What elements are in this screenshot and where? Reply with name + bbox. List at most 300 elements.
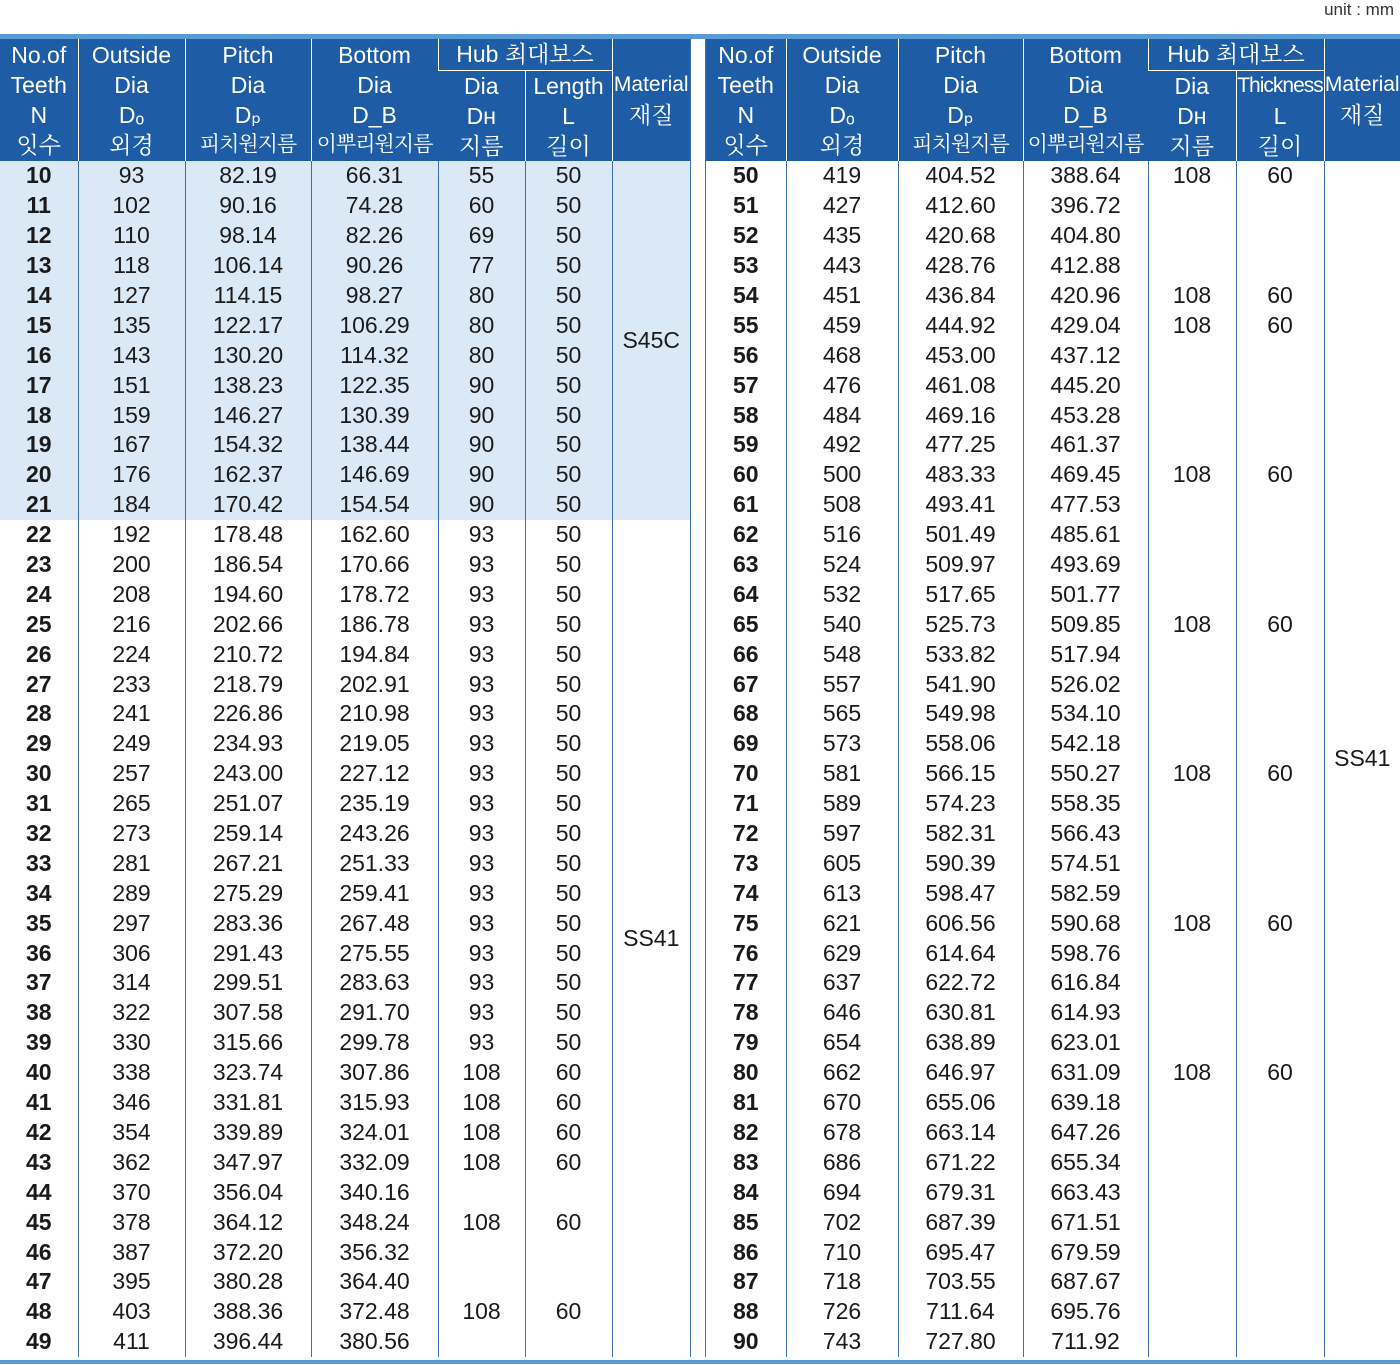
cell-pitch-dia: 453.00 — [898, 340, 1023, 370]
table-row — [706, 460, 1400, 490]
cell-hub-length: 50 — [525, 520, 612, 550]
cell-hub-dia — [438, 1237, 525, 1267]
cell-pitch-dia: 428.76 — [898, 251, 1023, 281]
cell-hub-dia: 93 — [438, 759, 525, 789]
cell-teeth: 26 — [25, 640, 52, 667]
cell-pitch-dia: 364.12 — [185, 1207, 311, 1237]
cell-hub-dia: 69 — [438, 221, 525, 251]
table-row — [0, 729, 690, 759]
cell-bottom-dia: 74.28 — [311, 191, 438, 221]
cell-hub-dia: 108 — [438, 1207, 525, 1237]
cell-hub-length — [525, 1327, 612, 1357]
table-row — [0, 221, 690, 251]
cell-outside-dia: 127 — [78, 281, 185, 311]
cell-bottom-dia: 283.63 — [311, 968, 438, 998]
cell-outside-dia: 289 — [78, 878, 185, 908]
cell-teeth: 33 — [25, 849, 52, 876]
cell-hub-dia: 93 — [438, 1028, 525, 1058]
cell-outside-dia: 387 — [78, 1237, 185, 1267]
cell-hub-dia: 93 — [438, 848, 525, 878]
cell-bottom-dia: 655.34 — [1023, 1147, 1148, 1177]
cell-teeth: 55 — [732, 311, 759, 338]
cell-bottom-dia: 616.84 — [1023, 968, 1148, 998]
header-hub-thickness: Thickness L 길이 — [1236, 71, 1324, 162]
cell-hub-length: 50 — [525, 878, 612, 908]
cell-bottom-dia: 372.48 — [311, 1297, 438, 1327]
right-table-body — [706, 161, 1400, 1357]
cell-bottom-dia: 477.53 — [1023, 490, 1148, 520]
table-row — [0, 1147, 690, 1177]
cell-outside-dia: 151 — [78, 370, 185, 400]
cell-pitch-dia: 307.58 — [185, 998, 311, 1028]
cell-hub-dia — [1148, 221, 1236, 251]
table-row — [706, 191, 1400, 221]
cell-pitch-dia: 477.25 — [898, 430, 1023, 460]
cell-hub-dia: 108 — [1148, 310, 1236, 340]
cell-hub-dia — [1148, 819, 1236, 849]
cell-bottom-dia: 695.76 — [1023, 1297, 1148, 1327]
material-cell: SS41 — [612, 520, 690, 1357]
cell-hub-dia: 77 — [438, 251, 525, 281]
table-row — [0, 490, 690, 520]
cell-pitch-dia: 339.89 — [185, 1118, 311, 1148]
header-pitch-dia: Pitch Dia Dₚ 피치원지름 — [898, 39, 1023, 161]
cell-pitch-dia: 444.92 — [898, 310, 1023, 340]
cell-teeth: 50 — [732, 162, 759, 189]
cell-hub-length: 50 — [525, 191, 612, 221]
table-row — [0, 878, 690, 908]
cell-teeth: 36 — [25, 939, 52, 966]
cell-outside-dia: 646 — [786, 998, 898, 1028]
cell-teeth: 63 — [732, 551, 759, 578]
cell-bottom-dia: 315.93 — [311, 1088, 438, 1118]
cell-bottom-dia: 259.41 — [311, 878, 438, 908]
cell-bottom-dia: 122.35 — [311, 370, 438, 400]
cell-pitch-dia: 598.47 — [898, 878, 1023, 908]
cell-teeth: 38 — [25, 999, 52, 1026]
header-bottom-dia: Bottom Dia D_B 이뿌리원지름 — [1023, 39, 1148, 161]
cell-pitch-dia: 291.43 — [185, 938, 311, 968]
cell-pitch-dia: 501.49 — [898, 520, 1023, 550]
cell-hub-dia — [1148, 490, 1236, 520]
cell-teeth: 11 — [0, 191, 78, 221]
cell-teeth: 68 — [732, 700, 759, 727]
cell-bottom-dia: 542.18 — [1023, 729, 1148, 759]
cell-hub-length: 50 — [525, 699, 612, 729]
table-row — [0, 1327, 690, 1357]
cell-hub-dia: 93 — [438, 789, 525, 819]
cell-outside-dia: 208 — [78, 579, 185, 609]
right-table-header — [706, 39, 1400, 161]
cell-teeth: 34 — [25, 879, 52, 906]
header-hub-dia: Dia Dʜ 지름 — [1148, 71, 1236, 162]
cell-bottom-dia: 501.77 — [1023, 579, 1148, 609]
cell-outside-dia: 403 — [78, 1297, 185, 1327]
cell-pitch-dia: 646.97 — [898, 1058, 1023, 1088]
cell-bottom-dia: 647.26 — [1023, 1118, 1148, 1148]
cell-hub-dia — [1148, 1118, 1236, 1148]
cell-pitch-dia: 243.00 — [185, 759, 311, 789]
cell-hub-dia: 93 — [438, 908, 525, 938]
cell-hub-length: 60 — [1236, 609, 1324, 639]
cell-outside-dia: 346 — [78, 1088, 185, 1118]
header-teeth: No.of Teeth N 잇수 — [706, 39, 786, 161]
cell-pitch-dia: 703.55 — [898, 1267, 1023, 1297]
cell-pitch-dia: 630.81 — [898, 998, 1023, 1028]
cell-teeth: 59 — [732, 431, 759, 458]
table-row — [0, 639, 690, 669]
cell-bottom-dia: 154.54 — [311, 490, 438, 520]
cell-hub-length: 50 — [525, 1028, 612, 1058]
cell-pitch-dia: 663.14 — [898, 1118, 1023, 1148]
cell-pitch-dia: 412.60 — [898, 191, 1023, 221]
cell-hub-length — [1236, 878, 1324, 908]
cell-teeth: 71 — [732, 790, 759, 817]
cell-hub-length: 50 — [525, 848, 612, 878]
cell-pitch-dia: 525.73 — [898, 609, 1023, 639]
cell-bottom-dia: 251.33 — [311, 848, 438, 878]
cell-bottom-dia: 194.84 — [311, 639, 438, 669]
cell-hub-length: 50 — [525, 819, 612, 849]
cell-hub-dia — [1148, 400, 1236, 430]
cell-teeth: 82 — [732, 1118, 759, 1145]
cell-outside-dia: 524 — [786, 550, 898, 580]
cell-outside-dia: 322 — [78, 998, 185, 1028]
table-row — [706, 848, 1400, 878]
cell-hub-dia: 93 — [438, 669, 525, 699]
cell-bottom-dia: 639.18 — [1023, 1088, 1148, 1118]
cell-teeth: 25 — [25, 610, 52, 637]
cell-hub-length — [1236, 520, 1324, 550]
cell-hub-dia: 108 — [1148, 1058, 1236, 1088]
cell-bottom-dia: 299.78 — [311, 1028, 438, 1058]
table-row — [706, 1267, 1400, 1297]
cell-hub-dia: 93 — [438, 968, 525, 998]
cell-outside-dia: 532 — [786, 579, 898, 609]
left-table-header — [0, 39, 690, 161]
cell-hub-dia: 90 — [438, 490, 525, 520]
cell-hub-length: 60 — [1236, 460, 1324, 490]
table-row — [0, 1237, 690, 1267]
cell-teeth: 66 — [732, 640, 759, 667]
table-row — [706, 430, 1400, 460]
cell-pitch-dia: 622.72 — [898, 968, 1023, 998]
cell-outside-dia: 589 — [786, 789, 898, 819]
cell-outside-dia: 176 — [78, 460, 185, 490]
table-row — [706, 1118, 1400, 1148]
cell-hub-dia: 80 — [438, 310, 525, 340]
left-table-body — [0, 161, 690, 1357]
cell-hub-length: 60 — [525, 1297, 612, 1327]
cell-pitch-dia: 436.84 — [898, 281, 1023, 311]
cell-hub-length: 50 — [525, 938, 612, 968]
cell-teeth: 45 — [25, 1208, 52, 1235]
cell-teeth: 51 — [732, 192, 759, 219]
cell-outside-dia: 629 — [786, 938, 898, 968]
cell-outside-dia: 233 — [78, 669, 185, 699]
cell-pitch-dia: 590.39 — [898, 848, 1023, 878]
cell-teeth: 24 — [25, 580, 52, 607]
cell-bottom-dia: 420.96 — [1023, 281, 1148, 311]
cell-outside-dia: 118 — [78, 251, 185, 281]
cell-pitch-dia: 178.48 — [185, 520, 311, 550]
cell-bottom-dia: 235.19 — [311, 789, 438, 819]
cell-pitch-dia: 396.44 — [185, 1327, 311, 1357]
cell-outside-dia: 621 — [786, 908, 898, 938]
cell-bottom-dia: 493.69 — [1023, 550, 1148, 580]
cell-hub-length — [1236, 1147, 1324, 1177]
header-material: Material 재질 — [612, 39, 690, 161]
cell-bottom-dia: 82.26 — [311, 221, 438, 251]
cell-pitch-dia: 194.60 — [185, 579, 311, 609]
cell-outside-dia: 573 — [786, 729, 898, 759]
cell-teeth: 22 — [25, 521, 52, 548]
cell-hub-length — [1236, 639, 1324, 669]
cell-pitch-dia: 98.14 — [185, 221, 311, 251]
cell-teeth: 83 — [732, 1148, 759, 1175]
cell-outside-dia: 427 — [786, 191, 898, 221]
cell-hub-dia: 108 — [1148, 161, 1236, 191]
cell-hub-length: 50 — [525, 729, 612, 759]
cell-hub-length: 50 — [525, 579, 612, 609]
cell-teeth: 40 — [25, 1059, 52, 1086]
table-row — [706, 968, 1400, 998]
cell-outside-dia: 451 — [786, 281, 898, 311]
cell-pitch-dia: 606.56 — [898, 908, 1023, 938]
cell-pitch-dia: 679.31 — [898, 1177, 1023, 1207]
cell-bottom-dia: 186.78 — [311, 609, 438, 639]
cell-hub-length — [1236, 1327, 1324, 1357]
cell-hub-length: 60 — [1236, 281, 1324, 311]
cell-teeth: 46 — [25, 1238, 52, 1265]
table-row — [706, 340, 1400, 370]
cell-hub-dia — [1148, 579, 1236, 609]
cell-teeth: 47 — [25, 1268, 52, 1295]
cell-teeth: 13 — [0, 251, 78, 281]
cell-bottom-dia: 243.26 — [311, 819, 438, 849]
cell-bottom-dia: 663.43 — [1023, 1177, 1148, 1207]
cell-hub-length — [525, 1177, 612, 1207]
cell-pitch-dia: 372.20 — [185, 1237, 311, 1267]
table-row — [706, 520, 1400, 550]
cell-bottom-dia: 509.85 — [1023, 609, 1148, 639]
cell-outside-dia: 702 — [786, 1207, 898, 1237]
table-row — [706, 729, 1400, 759]
cell-teeth: 84 — [732, 1178, 759, 1205]
cell-pitch-dia: 347.97 — [185, 1147, 311, 1177]
cell-pitch-dia: 122.17 — [185, 310, 311, 340]
cell-pitch-dia: 582.31 — [898, 819, 1023, 849]
cell-pitch-dia: 638.89 — [898, 1028, 1023, 1058]
table-row — [706, 669, 1400, 699]
cell-teeth: 37 — [25, 969, 52, 996]
table-row — [706, 370, 1400, 400]
cell-teeth: 53 — [732, 252, 759, 279]
cell-hub-dia: 108 — [1148, 908, 1236, 938]
cell-hub-dia: 93 — [438, 938, 525, 968]
cell-outside-dia: 249 — [78, 729, 185, 759]
table-row — [706, 938, 1400, 968]
cell-hub-dia: 93 — [438, 998, 525, 1028]
left-spec-table — [0, 39, 690, 1357]
cell-outside-dia: 419 — [786, 161, 898, 191]
cell-bottom-dia: 437.12 — [1023, 340, 1148, 370]
cell-hub-dia: 108 — [438, 1058, 525, 1088]
cell-hub-dia — [1148, 550, 1236, 580]
table-row — [0, 1177, 690, 1207]
cell-bottom-dia: 267.48 — [311, 908, 438, 938]
cell-hub-dia: 93 — [438, 699, 525, 729]
cell-pitch-dia: 275.29 — [185, 878, 311, 908]
cell-teeth: 73 — [732, 849, 759, 876]
cell-bottom-dia: 98.27 — [311, 281, 438, 311]
cell-hub-length: 50 — [525, 430, 612, 460]
table-row — [0, 609, 690, 639]
cell-bottom-dia: 66.31 — [311, 161, 438, 191]
cell-hub-dia: 90 — [438, 430, 525, 460]
cell-hub-length: 50 — [525, 460, 612, 490]
cell-bottom-dia: 485.61 — [1023, 520, 1148, 550]
cell-hub-dia — [1148, 938, 1236, 968]
cell-teeth: 54 — [732, 282, 759, 308]
cell-pitch-dia: 356.04 — [185, 1177, 311, 1207]
table-row — [706, 789, 1400, 819]
cell-hub-length — [1236, 550, 1324, 580]
cell-hub-length — [1236, 1177, 1324, 1207]
cell-teeth: 90 — [732, 1328, 759, 1355]
cell-teeth: 12 — [0, 221, 78, 251]
cell-hub-length: 50 — [525, 639, 612, 669]
table-row — [0, 1028, 690, 1058]
cell-outside-dia: 597 — [786, 819, 898, 849]
cell-teeth: 18 — [0, 400, 78, 430]
cell-pitch-dia: 186.54 — [185, 550, 311, 580]
cell-hub-dia — [438, 1327, 525, 1357]
cell-hub-dia: 60 — [438, 191, 525, 221]
table-row — [706, 908, 1400, 938]
cell-outside-dia: 200 — [78, 550, 185, 580]
cell-bottom-dia: 356.32 — [311, 1237, 438, 1267]
cell-hub-dia — [1148, 1297, 1236, 1327]
cell-hub-length: 50 — [525, 400, 612, 430]
cell-hub-dia: 108 — [438, 1118, 525, 1148]
table-row — [0, 191, 690, 221]
cell-pitch-dia: 404.52 — [898, 161, 1023, 191]
cell-hub-dia — [1148, 878, 1236, 908]
cell-pitch-dia: 146.27 — [185, 400, 311, 430]
cell-outside-dia: 110 — [78, 221, 185, 251]
cell-outside-dia: 338 — [78, 1058, 185, 1088]
cell-outside-dia: 476 — [786, 370, 898, 400]
cell-bottom-dia: 90.26 — [311, 251, 438, 281]
cell-hub-length: 50 — [525, 310, 612, 340]
cell-pitch-dia: 727.80 — [898, 1327, 1023, 1357]
cell-hub-length — [1236, 579, 1324, 609]
cell-teeth: 43 — [25, 1148, 52, 1175]
cell-hub-length — [1236, 1088, 1324, 1118]
header-outside-dia: Outside Dia Dₒ 외경 — [78, 39, 185, 161]
cell-bottom-dia: 404.80 — [1023, 221, 1148, 251]
table-row — [706, 759, 1400, 789]
cell-outside-dia: 557 — [786, 669, 898, 699]
table-row — [0, 370, 690, 400]
cell-outside-dia: 370 — [78, 1177, 185, 1207]
cell-pitch-dia: 420.68 — [898, 221, 1023, 251]
cell-bottom-dia: 146.69 — [311, 460, 438, 490]
cell-outside-dia: 378 — [78, 1207, 185, 1237]
cell-bottom-dia: 517.94 — [1023, 639, 1148, 669]
table-row — [706, 998, 1400, 1028]
cell-outside-dia: 548 — [786, 639, 898, 669]
table-row — [706, 281, 1400, 311]
table-row — [0, 1207, 690, 1237]
cell-hub-length — [525, 1267, 612, 1297]
table-row — [0, 669, 690, 699]
cell-hub-dia: 108 — [1148, 460, 1236, 490]
cell-hub-length: 60 — [525, 1207, 612, 1237]
cell-hub-dia: 108 — [438, 1088, 525, 1118]
cell-teeth: 60 — [732, 461, 759, 488]
header-hub: Hub 최대보스 — [1148, 39, 1324, 71]
cell-hub-length: 60 — [1236, 1058, 1324, 1088]
cell-hub-length: 50 — [525, 221, 612, 251]
cell-bottom-dia: 566.43 — [1023, 819, 1148, 849]
cell-teeth: 67 — [732, 670, 759, 697]
table-row — [0, 1297, 690, 1327]
cell-teeth: 86 — [732, 1238, 759, 1265]
cell-teeth: 20 — [0, 460, 78, 490]
cell-bottom-dia: 679.59 — [1023, 1237, 1148, 1267]
cell-hub-dia — [438, 1267, 525, 1297]
cell-teeth: 76 — [732, 939, 759, 966]
cell-bottom-dia: 687.67 — [1023, 1267, 1148, 1297]
cell-outside-dia: 273 — [78, 819, 185, 849]
cell-hub-dia: 80 — [438, 340, 525, 370]
cell-hub-dia — [1148, 729, 1236, 759]
cell-hub-length — [1236, 1207, 1324, 1237]
cell-outside-dia: 330 — [78, 1028, 185, 1058]
cell-hub-dia: 90 — [438, 370, 525, 400]
table-row — [0, 908, 690, 938]
cell-bottom-dia: 598.76 — [1023, 938, 1148, 968]
cell-teeth: 58 — [732, 401, 759, 428]
cell-outside-dia: 718 — [786, 1267, 898, 1297]
material-cell: SS41 — [1324, 161, 1400, 1357]
cell-hub-dia — [1148, 1237, 1236, 1267]
header-bottom-dia: Bottom Dia D_B 이뿌리원지름 — [311, 39, 438, 161]
table-row — [706, 161, 1400, 191]
cell-outside-dia: 637 — [786, 968, 898, 998]
cell-hub-dia — [1148, 639, 1236, 669]
cell-outside-dia: 159 — [78, 400, 185, 430]
table-row — [0, 310, 690, 340]
cell-teeth: 64 — [732, 580, 759, 607]
cell-teeth: 15 — [0, 310, 78, 340]
sprocket-spec-sheet — [0, 34, 1400, 1357]
cell-hub-dia: 80 — [438, 281, 525, 311]
cell-pitch-dia: 461.08 — [898, 370, 1023, 400]
table-row — [706, 1058, 1400, 1088]
cell-teeth: 23 — [25, 551, 52, 578]
cell-outside-dia: 93 — [78, 161, 185, 191]
cell-hub-length: 50 — [525, 669, 612, 699]
cell-bottom-dia: 162.60 — [311, 520, 438, 550]
cell-outside-dia: 694 — [786, 1177, 898, 1207]
cell-pitch-dia: 90.16 — [185, 191, 311, 221]
cell-pitch-dia: 388.36 — [185, 1297, 311, 1327]
table-row — [0, 1088, 690, 1118]
cell-outside-dia: 281 — [78, 848, 185, 878]
